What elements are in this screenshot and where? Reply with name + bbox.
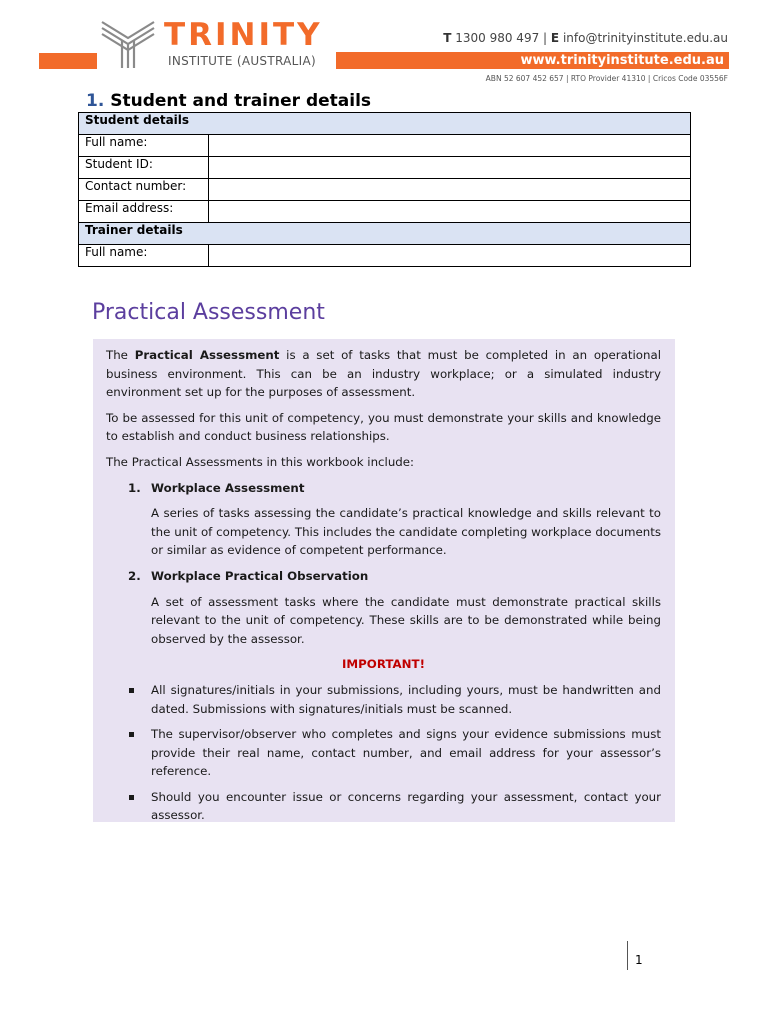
brand-subtitle: INSTITUTE (AUSTRALIA): [168, 54, 316, 68]
item-description: A set of assessment tasks where the candidate must demonstrate practical skills relevant to the unit of competency. These skills are to be demonstrated while being observed by the assessor.: [151, 594, 661, 646]
field-label: Email address:: [79, 201, 209, 223]
square-bullet-icon: [129, 688, 134, 693]
item-description: A series of tasks assessing the candidate’s practical knowledge and skills relevant to the unit of competency. This includes the candidate completing workplace documents or similar as evidence of competent performance.: [151, 506, 661, 558]
table-row: [79, 245, 691, 267]
list-item: [106, 479, 661, 498]
bullet-text: Should you encounter issue or concerns regarding your assessment, contact your assessor.: [151, 789, 661, 823]
table-row: [79, 113, 691, 135]
trinity-logo-icon: [100, 18, 156, 70]
table-row: [79, 179, 691, 201]
bullet-item: [106, 725, 661, 781]
intro-bold-term: Practical Assessment: [134, 348, 280, 362]
trainer-details-header: Trainer details: [79, 223, 691, 245]
email-address-field[interactable]: [209, 201, 691, 223]
contact-line: [443, 31, 728, 45]
field-label: Student ID:: [79, 157, 209, 179]
page-number: 1: [635, 953, 643, 967]
email-link[interactable]: info@trinityinstitute.edu.au: [562, 31, 728, 45]
contact-number-field[interactable]: [209, 179, 691, 201]
item-number: 2.: [128, 568, 141, 583]
brand-name: TRINITY: [164, 17, 323, 53]
bullet-text: All signatures/initials in your submissions, including yours, must be handwritten and dated. Submissions with signatures/initials must be scanned.: [151, 682, 661, 716]
bullet-text: The supervisor/observer who completes and signs your evidence submissions must provide their real name, contact number, and email address for your assessor’s reference.: [151, 727, 661, 779]
table-row: [79, 201, 691, 223]
item-title: Workplace Assessment: [151, 480, 305, 495]
bullet-item: [106, 681, 661, 718]
practical-assessment-content: [106, 346, 661, 832]
header-accent-bar-left: [39, 53, 97, 69]
letterhead: [0, 0, 768, 90]
student-details-header: Student details: [79, 113, 691, 135]
item-number: 1.: [128, 480, 141, 495]
table-row: [79, 223, 691, 245]
important-notice: IMPORTANT!: [342, 657, 425, 672]
field-label: Full name:: [79, 135, 209, 157]
phone-label: T: [443, 31, 452, 45]
practical-assessment-title: Practical Assessment: [92, 300, 325, 325]
field-label: Contact number:: [79, 179, 209, 201]
item-title: Workplace Practical Observation: [151, 568, 369, 583]
square-bullet-icon: [129, 795, 134, 800]
list-item: [106, 567, 661, 586]
section-number: 1.: [86, 91, 105, 111]
page-number-divider: [627, 941, 628, 970]
section-heading: [86, 90, 371, 112]
intro-paragraph: [106, 346, 661, 402]
email-label: E: [550, 31, 560, 45]
website-link[interactable]: www.trinityinstitute.edu.au: [520, 53, 724, 68]
trainer-full-name-field[interactable]: [209, 245, 691, 267]
table-row: [79, 135, 691, 157]
unit-paragraph: To be assessed for this unit of competency, you must demonstrate your skills and knowledge to establish and conduct business relationships.: [106, 410, 661, 444]
section-title: Student and trainer details: [110, 91, 372, 111]
table-row: [79, 157, 691, 179]
details-table: [78, 112, 691, 267]
field-label: Full name:: [79, 245, 209, 267]
intro-rest: is a set of tasks that must be completed in an operational business environment. This can be an industry workplace; or a simulated industry environment set up for the purposes of assessment.: [106, 348, 661, 400]
student-id-field[interactable]: [209, 157, 691, 179]
abn-line: ABN 52 607 452 657 | RTO Provider 41310 | Cricos Code 03556F: [485, 74, 728, 83]
bullet-item: [106, 788, 661, 825]
intro-prefix: The: [106, 348, 135, 362]
includes-paragraph: The Practical Assessments in this workbook include:: [106, 454, 415, 469]
phone-number[interactable]: 1300 980 497: [455, 31, 540, 45]
contact-separator: |: [543, 31, 548, 45]
full-name-field[interactable]: [209, 135, 691, 157]
square-bullet-icon: [129, 732, 134, 737]
